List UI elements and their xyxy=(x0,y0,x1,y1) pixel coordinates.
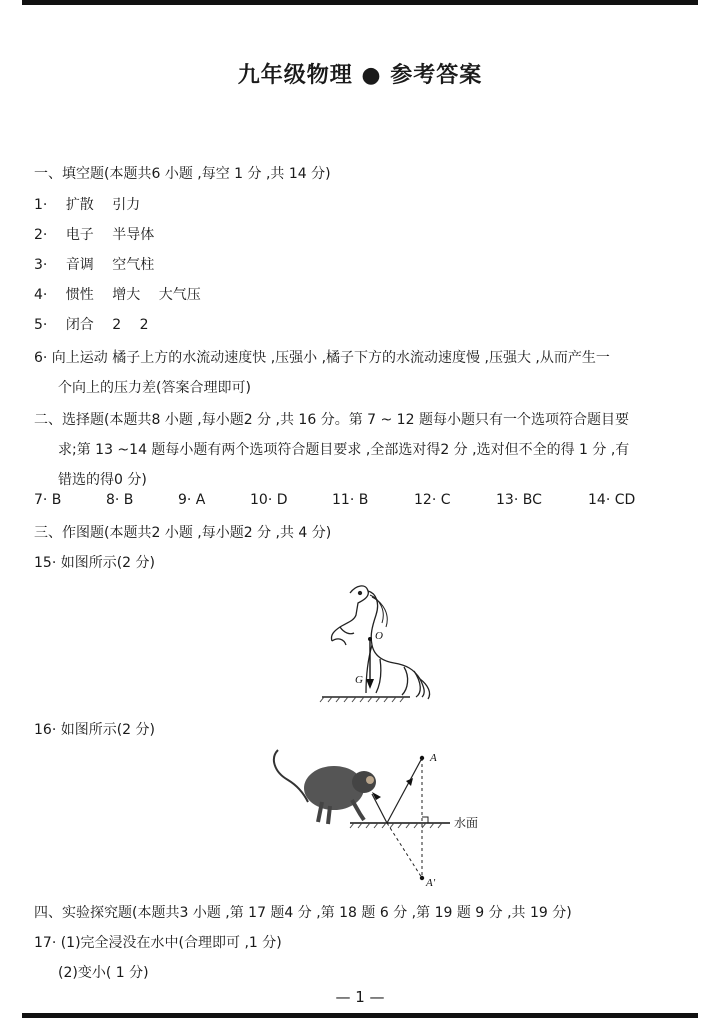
label-o: O xyxy=(375,630,383,642)
page-title: 九年级物理 ● 参考答案 xyxy=(237,63,483,88)
q5-answer-3: 2 xyxy=(139,317,149,333)
choice-answer: 10· D xyxy=(250,492,288,508)
choice-answer: 13· BC xyxy=(496,492,542,508)
horse-diagram xyxy=(310,575,440,705)
choice-answer: 14· CD xyxy=(588,492,636,508)
q3-answer-2: 空气柱 xyxy=(112,257,155,273)
answer-q2 xyxy=(34,224,154,244)
answer-q3 xyxy=(34,254,154,274)
reflected-ray xyxy=(372,794,387,823)
monkey-figure xyxy=(274,750,376,824)
q2-answer-2: 半导体 xyxy=(112,227,155,243)
q1-number: 1· xyxy=(34,197,48,213)
right-angle-mark xyxy=(422,817,428,823)
q2-number: 2· xyxy=(34,227,48,243)
label-g: G xyxy=(355,674,363,686)
q1-answer-1: 扩散 xyxy=(65,197,94,213)
point-a-prime xyxy=(420,876,424,880)
section2-heading-line1: 二、选择题(本题共8 小题 ,每小题2 分 ,共 16 分。第 7 ~ 12 题每小题只有一个选项符合题目要 xyxy=(34,412,629,428)
reflection-diagram xyxy=(264,742,494,892)
q3-number: 3· xyxy=(34,257,48,273)
answer-q15: 15· 如图所示(2 分) xyxy=(34,555,155,571)
answer-q1 xyxy=(34,194,140,214)
choice-answer: 12· C xyxy=(414,492,451,508)
horse-outline xyxy=(331,586,429,699)
choice-answers-row xyxy=(34,492,674,514)
section4-heading: 四、实验探究题(本题共3 小题 ,第 17 题4 分 ,第 18 题 6 分 ,第 19 题 9 分 ,共 19 分) xyxy=(34,905,572,921)
q4-answer-2: 增大 xyxy=(112,287,141,303)
section1-heading: 一、填空题(本题共6 小题 ,每空 1 分 ,共 14 分) xyxy=(34,166,331,182)
label-water-surface: 水面 xyxy=(454,816,479,830)
section3-heading: 三、作图题(本题共2 小题 ,每小题2 分 ,共 4 分) xyxy=(34,525,332,541)
top-border xyxy=(22,0,698,5)
bottom-border xyxy=(22,1013,698,1018)
page-number: — 1 — xyxy=(335,988,385,1006)
label-a-prime: A′ xyxy=(426,877,436,889)
answer-q4 xyxy=(34,284,201,304)
q5-answer-2: 2 xyxy=(112,317,122,333)
q2-answer-1: 电子 xyxy=(65,227,94,243)
point-a xyxy=(420,756,424,760)
q4-number: 4· xyxy=(34,287,48,303)
section2-heading-line2: 求;第 13 ~14 题每小题有两个选项符合题目要求 ,全部选对得2 分 ,选对但不全的得 1 分 ,有 xyxy=(58,442,630,458)
q5-number: 5· xyxy=(34,317,48,333)
answer-q5 xyxy=(34,314,149,334)
q4-answer-3: 大气压 xyxy=(158,287,201,303)
gravity-arrow-head xyxy=(366,679,374,689)
answer-q6-line1: 6· 向上运动 橘子上方的水流动速度快 ,压强小 ,橘子下方的水流动速度慢 ,压强大 ,从而产生一 xyxy=(34,350,610,366)
answer-q6-line2: 个向上的压力差(答案合理即可) xyxy=(58,380,251,396)
answer-q17-part2: (2)变小( 1 分) xyxy=(58,965,149,981)
choice-answer: 7· B xyxy=(34,492,62,508)
label-a: A xyxy=(430,752,437,764)
q3-answer-1: 音调 xyxy=(65,257,94,273)
virtual-ray xyxy=(387,823,422,878)
incident-ray xyxy=(387,758,422,823)
choice-answer: 11· B xyxy=(332,492,369,508)
q1-answer-2: 引力 xyxy=(112,197,141,213)
answer-q17-part1: 17· (1)完全浸没在水中(合理即可 ,1 分) xyxy=(34,935,282,951)
answer-q16: 16· 如图所示(2 分) xyxy=(34,722,155,738)
choice-answer: 9· A xyxy=(178,492,206,508)
q4-answer-1: 惯性 xyxy=(65,287,94,303)
section2-heading-line3: 错选的得0 分) xyxy=(58,472,147,488)
choice-answer: 8· B xyxy=(106,492,134,508)
q5-answer-1: 闭合 xyxy=(65,317,94,333)
